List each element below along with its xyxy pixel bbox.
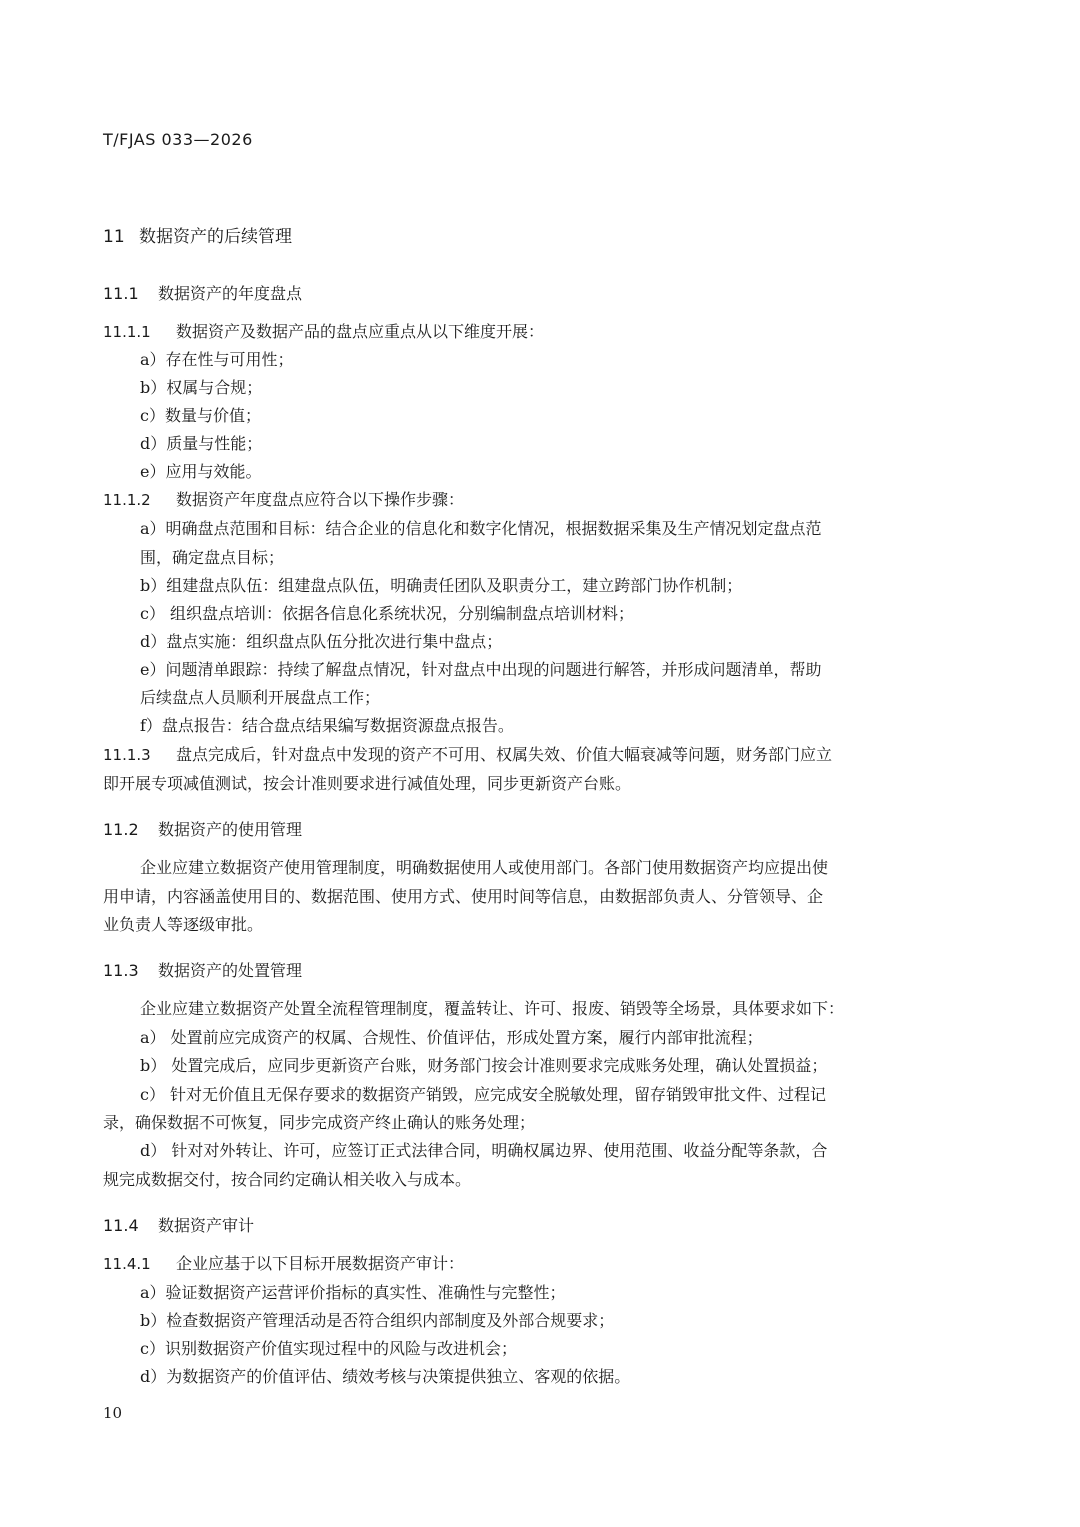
heading-title: 数据资产的处置管理 (158, 961, 303, 980)
heading-number: 11.4 (103, 1216, 139, 1235)
list-line: c） 组织盘点培训：依据各信息化系统状况，分别编制盘点培训材料； (140, 604, 635, 623)
clause-text: 企业应基于以下目标开展数据资产审计： (176, 1254, 465, 1273)
list-line: b）组建盘点队伍：组建盘点队伍，明确责任团队及职责分工，建立跨部门协作机制； (140, 576, 743, 595)
heading-11-4 (103, 1213, 254, 1236)
list-line: a）明确盘点范围和目标：结合企业的信息化和数字化情况，根据数据采集及生产情况划定盘点范 (140, 519, 822, 538)
paragraph-line: 用申请，内容涵盖使用目的、数据范围、使用方式、使用时间等信息，由数据部负责人、分管领导、企 (103, 887, 824, 906)
clause-text: 数据资产及数据产品的盘点应重点从以下维度开展： (176, 322, 545, 341)
list-line: f）盘点报告：结合盘点结果编写数据资源盘点报告。 (140, 716, 514, 735)
clause-11-1-2 (103, 490, 953, 510)
heading-title: 数据资产的使用管理 (158, 820, 303, 839)
list-item: c）识别数据资产价值实现过程中的风险与改进机会； (140, 1339, 517, 1358)
list-line: 后续盘点人员顺利开展盘点工作； (140, 688, 381, 707)
heading-11-3 (103, 958, 302, 981)
heading-title: 数据资产审计 (158, 1216, 255, 1235)
clause-11-1-1 (103, 322, 953, 342)
list-line: d） 针对对外转让、许可，应签订正式法律合同，明确权属边界、使用范围、收益分配等条款，合 (140, 1141, 828, 1160)
clause-11-4-1 (103, 1254, 953, 1274)
list-item: b）权属与合规； (140, 378, 263, 397)
section-number: 11 (103, 227, 125, 247)
heading-title: 数据资产的年度盘点 (158, 284, 303, 303)
list-item: e）应用与效能。 (140, 462, 262, 481)
list-line: a） 处置前应完成资产的权属、合规性、价值评估，形成处置方案，履行内部审批流程； (140, 1028, 763, 1047)
list-item: d）为数据资产的价值评估、绩效考核与决策提供独立、客观的依据。 (140, 1367, 631, 1386)
clause-number: 11.1.3 (103, 746, 151, 764)
list-line: b） 处置完成后，应同步更新资产台账，财务部门按会计准则要求完成账务处理，确认处置损益； (140, 1056, 828, 1075)
clause-number: 11.1.2 (103, 491, 151, 509)
paragraph-line: 企业应建立数据资产使用管理制度，明确数据使用人或使用部门。各部门使用数据资产均应提出使 (140, 858, 829, 877)
document-code: T/FJAS 033—2026 (103, 130, 253, 149)
section-title: 数据资产的后续管理 (139, 227, 292, 247)
clause-11-1-3 (103, 745, 953, 765)
list-item: a）存在性与可用性； (140, 350, 294, 369)
clause-number: 11.1.1 (103, 323, 151, 341)
heading-number: 11.3 (103, 961, 139, 980)
list-item: c）数量与价值； (140, 406, 261, 425)
list-item: b）检查数据资产管理活动是否符合组织内部制度及外部合规要求； (140, 1311, 615, 1330)
heading-number: 11.1 (103, 284, 139, 303)
paragraph-line: 业负责人等逐级审批。 (103, 915, 264, 934)
clause-number: 11.4.1 (103, 1255, 151, 1273)
section-heading-11 (103, 222, 292, 247)
list-item: d）质量与性能； (140, 434, 263, 453)
paragraph-line: 企业应建立数据资产处置全流程管理制度，覆盖转让、许可、报废、销毁等全场景，具体要求如下： (140, 999, 845, 1018)
heading-11-1 (103, 281, 302, 304)
list-line: 围，确定盘点目标； (140, 548, 285, 567)
list-item: a）验证数据资产运营评价指标的真实性、准确性与完整性； (140, 1283, 566, 1302)
list-line: d）盘点实施：组织盘点队伍分批次进行集中盘点； (140, 632, 503, 651)
list-line: 录，确保数据不可恢复，同步完成资产终止确认的账务处理； (103, 1113, 536, 1132)
page-number: 10 (103, 1404, 123, 1422)
list-line: 规完成数据交付，按合同约定确认相关收入与成本。 (103, 1170, 472, 1189)
heading-number: 11.2 (103, 820, 139, 839)
list-line: e）问题清单跟踪：持续了解盘点情况，针对盘点中出现的问题进行解答，并形成问题清单，帮助 (140, 660, 822, 679)
clause-text: 盘点完成后，针对盘点中发现的资产不可用、权属失效、价值大幅衰减等问题，财务部门应立 (176, 745, 833, 764)
heading-11-2 (103, 817, 302, 840)
clause-text: 数据资产年度盘点应符合以下操作步骤： (176, 490, 465, 509)
clause-text-continued: 即开展专项减值测试，按会计准则要求进行减值处理，同步更新资产台账。 (103, 774, 632, 793)
list-line: c） 针对无价值且无保存要求的数据资产销毁，应完成安全脱敏处理，留存销毁审批文件、过程记 (140, 1085, 827, 1104)
